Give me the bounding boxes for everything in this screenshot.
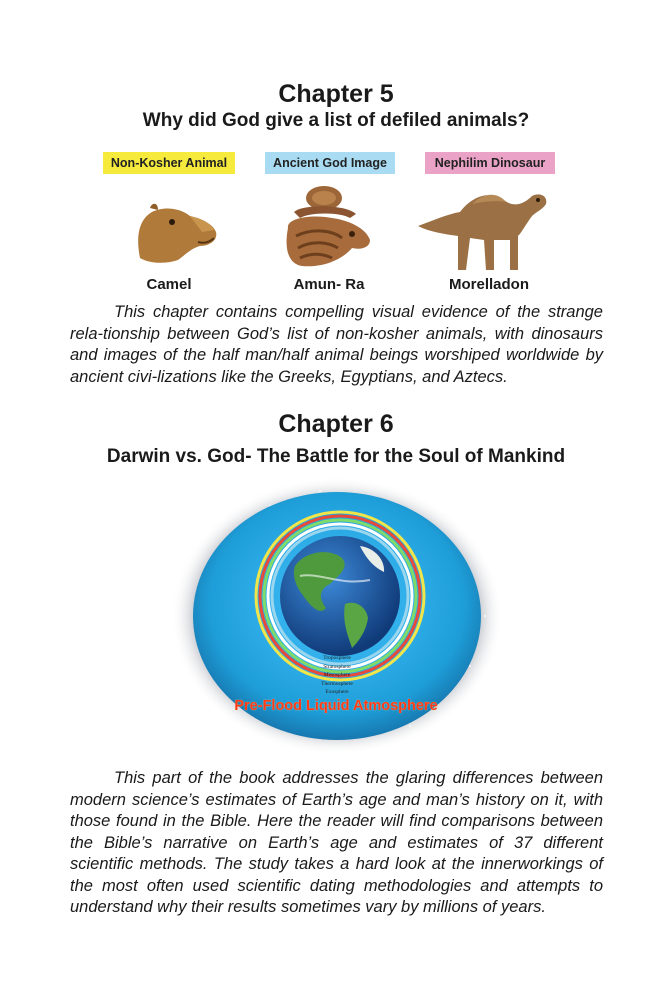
chapter6-body: [70, 768, 603, 919]
earth-atmosphere-figure: [170, 476, 504, 756]
layer-exosphere: Exosphere: [325, 689, 349, 695]
layer-stratosphere: Stratosphere: [323, 663, 351, 670]
camel-caption: Camel: [146, 276, 192, 293]
non-kosher-label: Non-Kosher Animal: [103, 152, 235, 174]
chapter6-title: Chapter 6: [278, 410, 394, 438]
camel-head-icon: [128, 198, 228, 268]
atmosphere-layer-labels: [307, 654, 367, 697]
chapter5-body: [70, 302, 603, 388]
chapter6-body-text: This part of the book addresses the glaring differences between modern science’s estimates of Earth’s age and man’s history on it, with those found in the Bible. Here the reader will find comparisons between the Bible’s narrative on Earth’s age and estimates of 37 different scientific methods. The study takes a hard look at the innerworkings of the most often used scientific dating methodologies and attempts to understand why their results sometimes vary by millions of years.: [70, 769, 603, 916]
layer-mesosphere: Mesosphere: [323, 672, 351, 678]
chapter6-subtitle: Darwin vs. God- The Battle for the Soul of Mankind: [106, 446, 566, 467]
chapter5-title: Chapter 5: [278, 80, 394, 108]
nephilim-label: Nephilim Dinosaur: [425, 152, 555, 174]
morelladon-caption: Morelladon: [448, 276, 529, 293]
amun-ra-caption: Amun- Ra: [293, 276, 365, 293]
amun-ra-carving-icon: [272, 178, 376, 270]
pre-flood-caption: Pre-Flood Liquid Atmosphere: [234, 698, 438, 714]
ancient-god-label: Ancient God Image: [265, 152, 395, 174]
chapter5-body-text: This chapter contains compelling visual evidence of the strange rela-tionship between God’s list of non-kosher animals, with dinosaurs and images of the half man/half animal beings worshiped worldwide by ancient civi-lizations like the Greeks, Egyptians, and Aztecs.: [70, 303, 603, 386]
morelladon-dinosaur-icon: [414, 182, 554, 274]
chapter5-subtitle: Why did God give a list of defiled animals?: [142, 110, 530, 131]
layer-troposphere: Troposphere: [323, 655, 351, 661]
layer-thermosphere: Thermosphere: [321, 680, 353, 687]
